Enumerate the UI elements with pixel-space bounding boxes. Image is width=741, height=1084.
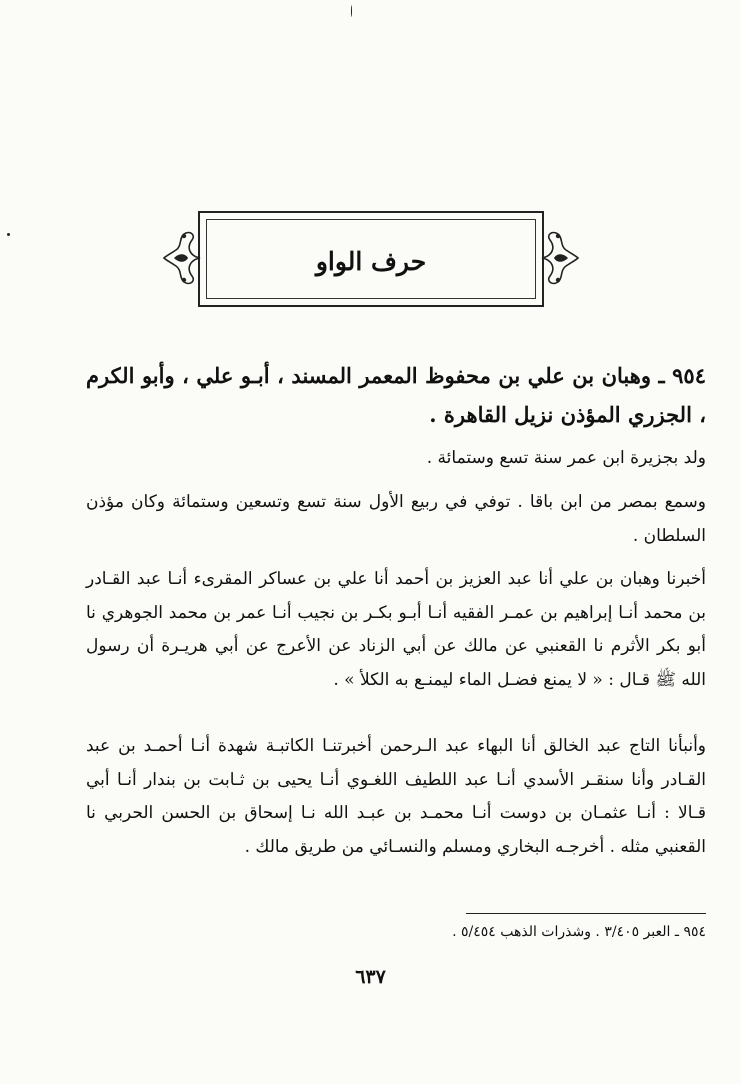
entry-heading: ٩٥٤ ـ وهبان بن علي بن محفوظ المعمر المسند ، أبـو علي ، وأبو الكرم ، الجزري المؤذن نزيل القاهرة . [86,363,706,427]
chapter-title: حرف الواو [315,247,427,276]
flourish-left-ornament [162,226,202,290]
chapter-title-frame [198,211,544,307]
flourish-right-ornament [540,226,580,290]
paragraph-second-chain: وأنبأنا التاج عبد الخالق أنا البهاء عبد الـرحمن أخبرتنـا الكاتبـة شهدة أنـا أحمـد بن عبد القـادر وأنا سنقـر الأسدي أنـا عبد اللطيف اللغـوي أنـا يحيى بن ثـابت بن بندار أنـا أبي قـالا : أنـا عثمـان بن دوست أنـا محمـد بن عبـد الله نـا إسحاق بن الحسن الحربي نا القعنبي مثله . أخرجـه البخاري ومسلم والنسـائي من طريق مالك . [86,736,706,857]
footnote-divider [466,913,706,914]
paragraph-hadith-chain: أخبرنا وهبان بن علي أنا عبد العزيز بن أحمد أنا علي بن عساكر المقرىء أنـا عبد القـادر بن محمد أنـا إبراهيم بن عمـر الفقيه أنـا أبـو بكـر بن نجيب أنـا عمر بن محمد الجوهري نا أبو بكر الأثرم نا القعنبي عن مالك عن أبي الزناد عن الأعرج عن أبي هريـرة أن رسول الله ﷺ قـال : « لا يمنع فضـل الماء ليمنـع به الكلأ » . [86,569,706,690]
scan-speck [351,5,352,17]
footnote: ٩٥٤ ـ العبر ٣/٤٠٥ . وشذرات الذهب ٥/٤٥٤ . [452,924,706,940]
page-number: ٦٣٧ [355,966,386,988]
paragraph-birth: ولد بجزيرة ابن عمر سنة تسع وستمائة . [426,448,706,468]
scan-speck [7,233,10,236]
paragraph-death: وسمع بمصر من ابن باقا . توفي في ربيع الأول سنة تسع وتسعين وستمائة وكان مؤذن السلطان . [86,492,706,546]
